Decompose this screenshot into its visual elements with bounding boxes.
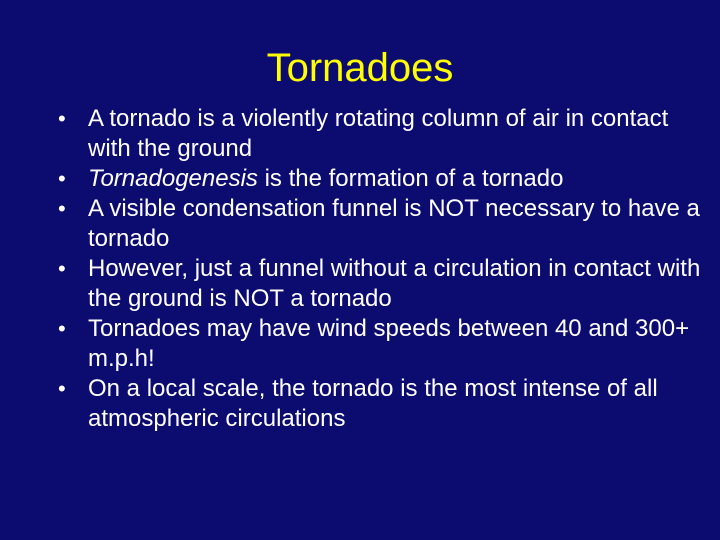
bullet-emphasis-term: Tornadogenesis [88, 165, 258, 192]
bullet-item [56, 194, 706, 254]
bullet-text: A tornado is a violently rotating column of air in contact with the ground [88, 105, 669, 162]
bullet-marker: • [58, 256, 66, 281]
bullet-text: Tornadoes may have wind speeds between 40 and 300+ m.p.h! [88, 315, 690, 372]
bullet-marker: • [58, 106, 66, 131]
bullet-marker: • [58, 316, 66, 341]
bullet-item [56, 314, 706, 374]
bullet-text: However, just a funnel without a circulation in contact with the ground is NOT a tornado [88, 255, 701, 312]
bullet-item [56, 374, 706, 434]
slide-title: Tornadoes [266, 46, 454, 90]
bullet-item [56, 254, 706, 314]
bullet-marker: • [58, 196, 66, 221]
bullet-marker: • [58, 166, 66, 191]
bullet-marker: • [58, 376, 66, 401]
bullet-text: is the formation of a tornado [257, 165, 564, 192]
bullet-item [56, 164, 706, 194]
bullet-list [56, 104, 706, 434]
bullet-item [56, 104, 706, 164]
bullet-text: On a local scale, the tornado is the most intense of all atmospheric circulations [88, 375, 658, 432]
bullet-text: A visible condensation funnel is NOT necessary to have a tornado [88, 195, 700, 252]
